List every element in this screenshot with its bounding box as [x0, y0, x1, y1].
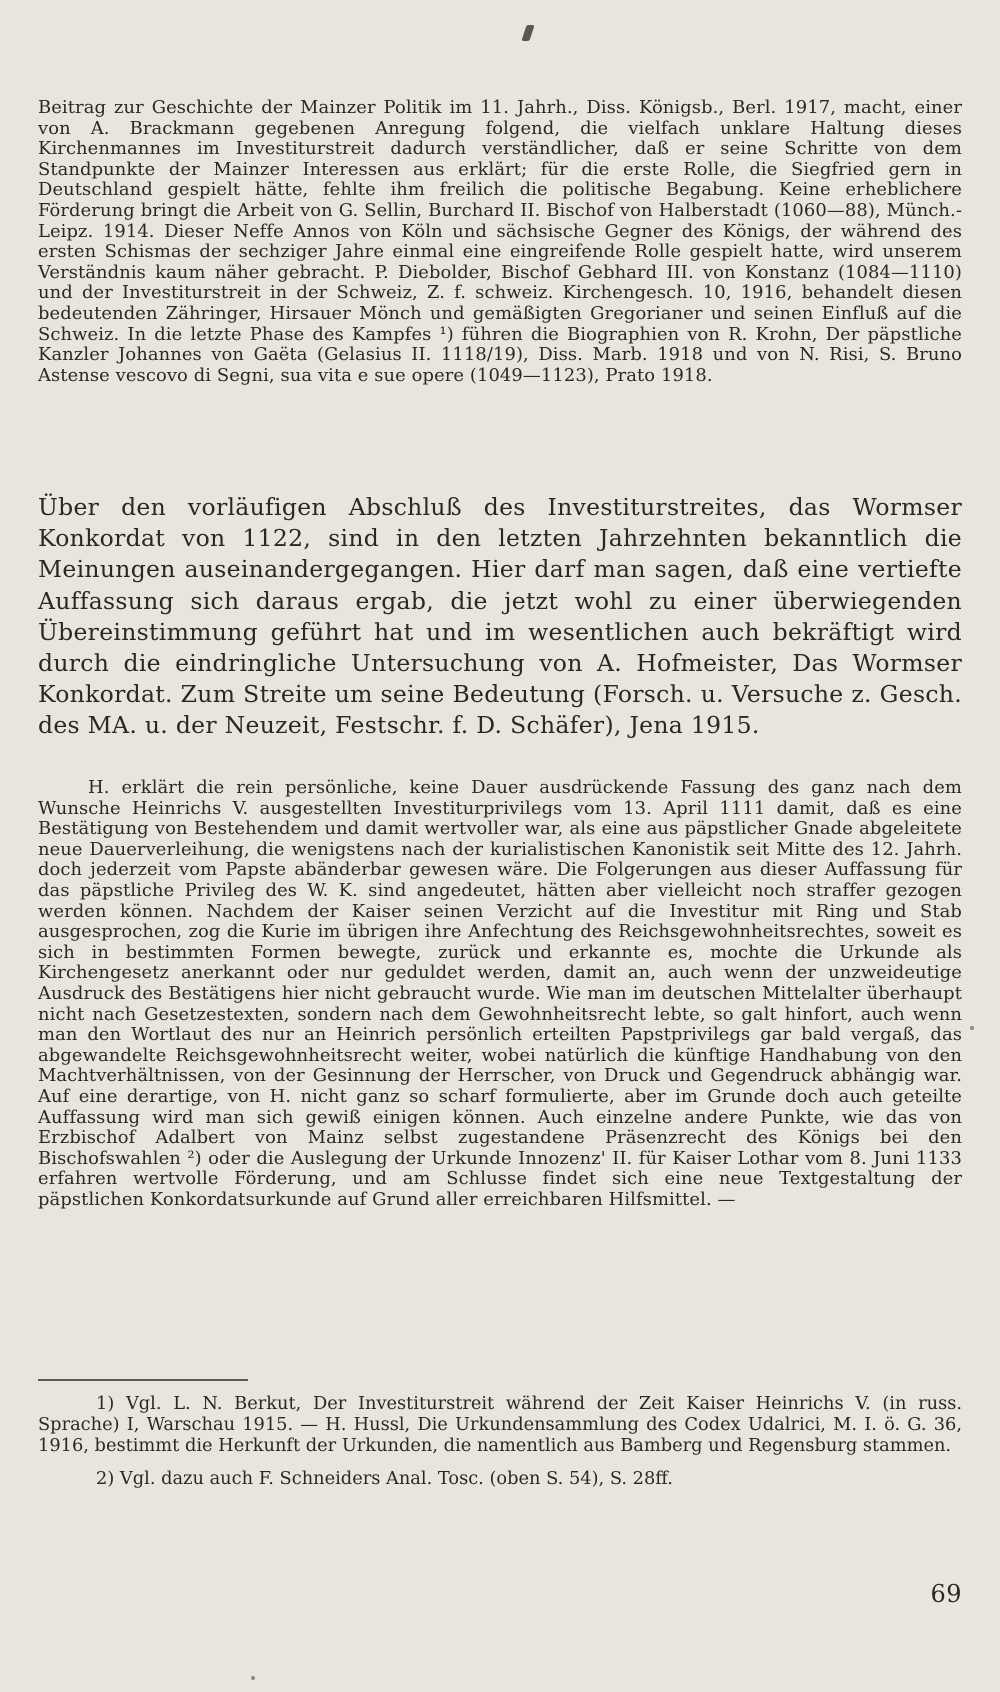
- footnote-1: 1) Vgl. L. N. Berkut, Der Investiturstreit während der Zeit Kaiser Heinrichs V. (in russ. Sprache) I, Warschau 1915. — H. Hussl, Die Urkundensammlung des Codex Udalrici, M. I. ö. G. 36, 1916, bestimmt die Herkunft der Urkunden, die namentlich aus Bamberg und Regensburg stammen.: [38, 1393, 962, 1456]
- middle-paragraph: [38, 778, 962, 1210]
- footnote-divider: [38, 1379, 248, 1381]
- print-mark-icon: [521, 25, 534, 41]
- print-speck-icon: [251, 1676, 255, 1680]
- middle-paragraph-text: H. erklärt die rein persönliche, keine Dauer ausdrückende Fassung des ganz nach dem Wunsche Heinrichs V. ausgestellten Investiturprivilegs vom 13. April 1111 damit, daß es eine Bestätigung von Bestehendem und damit wertvoller war, als eine aus päpstlicher Gnade abgeleitete neue Dauerverleihung, die wenigstens nach der kurialistischen Kanonistik seit Mitte des 12. Jahrh. doch jederzeit vom Papste abänderbar gewesen wäre. Die Folgerungen aus dieser Auffassung für das päpstliche Privileg des W. K. sind angedeutet, hätten aber vielleicht noch straffer gezogen werden können. Nachdem der Kaiser seinen Verzicht auf die Investitur mit Ring und Stab ausgesprochen, zog die Kurie im übrigen ihre Anfechtung des Reichsgewohnheitsrechtes, soweit es sich in bestimmten Formen bewegte, zurück und erkannte es, mochte die Urkunde als Kirchengesetz anerkannt oder nur geduldet werden, damit an, auch wenn der unzweideutige Ausdruck des Bestätigens hier nicht gebraucht wurde. Wie man im deutschen Mittelalter überhaupt nicht nach Gesetzestexten, sondern nach dem Gewohnheitsrecht lebte, so galt hinfort, auch wenn man den Wortlaut des nur an Heinrich persönlich erteilten Papstprivilegs gar bald vergaß, das abgewandelte Reichsgewohnheitsrecht weiter, wobei natürlich die künftige Handhabung von den Machtverhältnissen, von der Gesinnung der Herrscher, von Druck und Gegendruck abhängig war. Auf eine derartige, von H. nicht ganz so scharf formulierte, aber im Grunde doch auch geteilte Auffassung wird man sich gewiß einigen können. Auch einzelne andere Punkte, wie das von Erzbischof Adalbert von Mainz selbst zugestandene Präsenzrecht des Königs bei den Bischofswahlen ²) oder die Auslegung der Urkunde Innozenz' II. für Kaiser Lothar vom 8. Juni 1133 erfahren wertvolle Förderung, und am Schlusse findet sich eine neue Textgestaltung der päpstlichen Konkordatsurkunde auf Grund aller erreichbaren Hilfsmittel. —: [38, 777, 962, 1210]
- document-page: [38, 0, 962, 1692]
- footnotes: [38, 1394, 962, 1490]
- print-speck-icon: [970, 1026, 974, 1030]
- footnote-2: 2) Vgl. dazu auch F. Schneiders Anal. Tosc. (oben S. 54), S. 28ff.: [96, 1467, 673, 1489]
- top-paragraph-text: Beitrag zur Geschichte der Mainzer Politik im 11. Jahrh., Diss. Königsb., Berl. 1917, macht, einer von A. Brackmann gegebenen Anregung folgend, die vielfach unklare Haltung dieses Kirchenmannes im Investiturstreit dadurch verständlicher, daß er seine Schritte von dem Standpunkte der Mainzer Interessen aus erklärt; für die erste Rolle, die Siegfried gern in Deutschland gespielt hätte, fehlte ihm freilich die politische Begabung. Keine erheblichere Förderung bringt die Arbeit von G. Sellin, Burchard II. Bischof von Halberstadt (1060—88), Münch.-Leipz. 1914. Dieser Neffe Annos von Köln und sächsische Gegner des Königs, der während des ersten Schismas der sechziger Jahre einmal eine eingreifende Rolle gespielt hatte, wird unserem Verständnis kaum näher gebracht. P. Diebolder, Bischof Gebhard III. von Konstanz (1084—1110) und der Investiturstreit in der Schweiz, Z. f. schweiz. Kirchengesch. 10, 1916, behandelt diesen bedeutenden Zähringer, Hirsauer Mönch und gemäßigten Gregorianer und seinen Einfluß auf die Schweiz. In die letzte Phase des Kampfes ¹) führen die Biographien von R. Krohn, Der päpstliche Kanzler Johannes von Gaëta (Gelasius II. 1118/19), Diss. Marb. 1918 und von N. Risi, S. Bruno Astense vescovo di Segni, sua vita e sue opere (1049—1123), Prato 1918.: [38, 97, 962, 386]
- top-paragraph: [38, 98, 962, 386]
- page-number: 69: [930, 1580, 962, 1608]
- main-paragraph-text: Über den vorläufigen Abschluß des Investiturstreites, das Wormser Konkordat von 1122, sind in den letzten Jahrzehnten bekanntlich die Meinungen auseinandergegangen. Hier darf man sagen, daß eine vertiefte Auffassung sich daraus ergab, die jetzt wohl zu einer überwiegenden Übereinstimmung geführt hat und im wesentlichen auch bekräftigt wird durch die eindringliche Untersuchung von A. Hofmeister, Das Wormser Konkordat. Zum Streite um seine Bedeutung (Forsch. u. Versuche z. Gesch. des MA. u. der Neuzeit, Festschr. f. D. Schäfer), Jena 1915.: [38, 493, 962, 740]
- main-paragraph: [38, 492, 962, 742]
